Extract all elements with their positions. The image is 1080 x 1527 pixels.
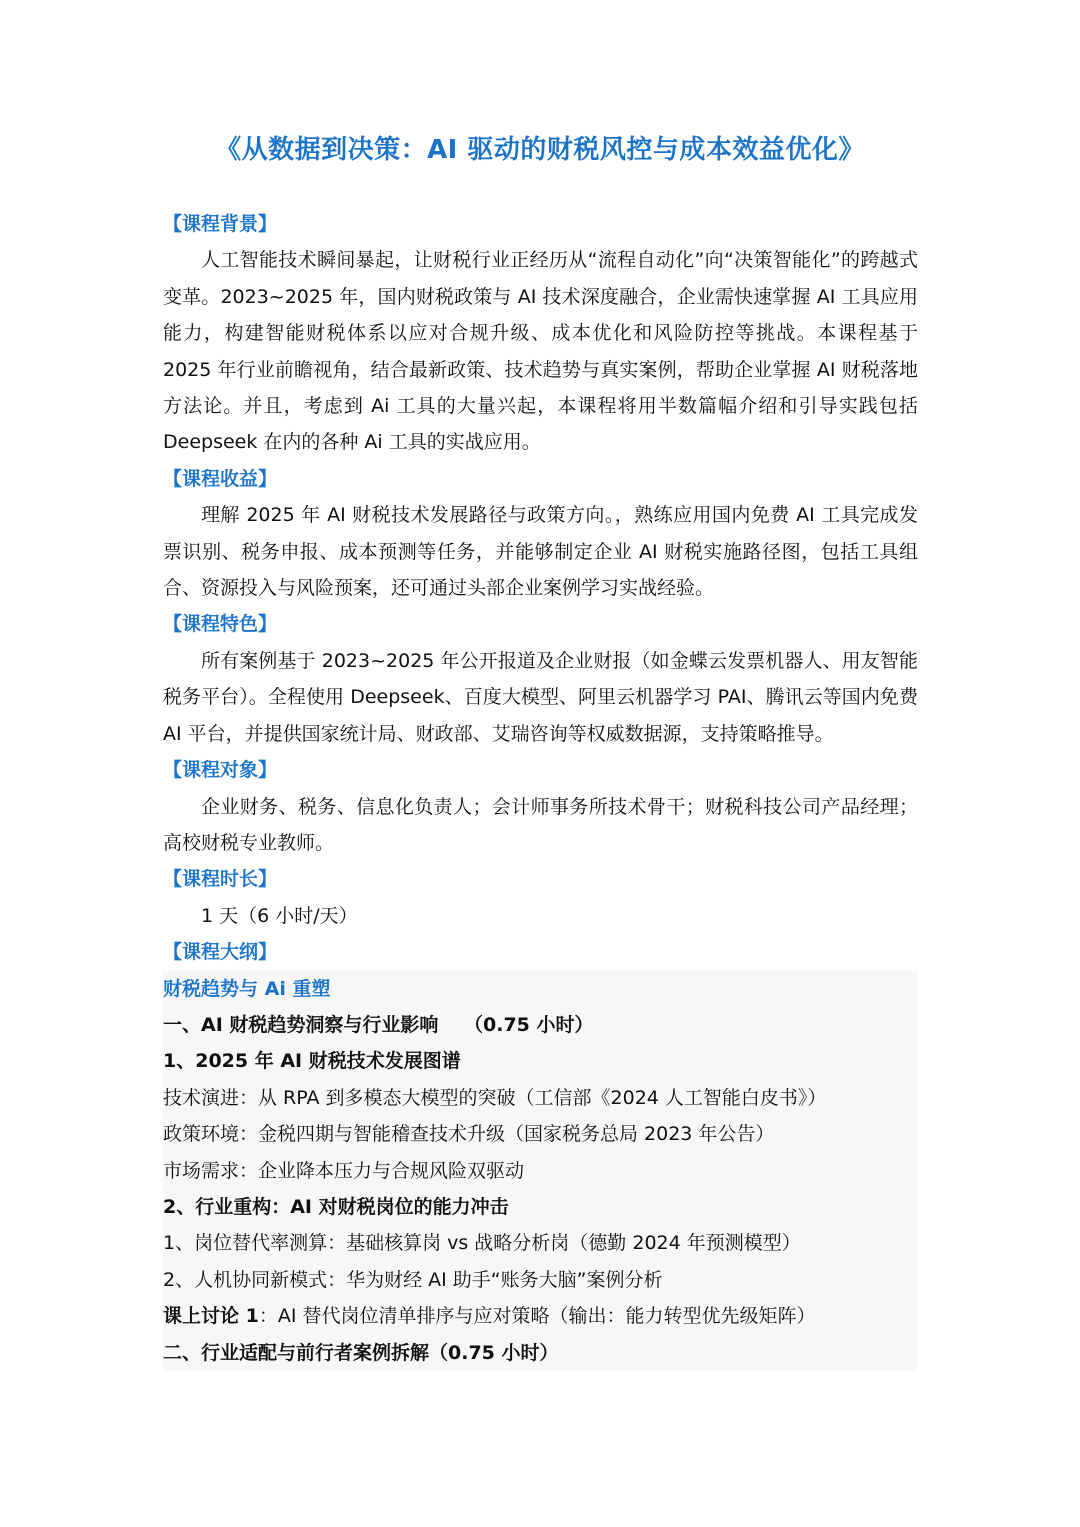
discussion-text: ：AI 替代岗位清单排序与应对策略（输出：能力转型优先级矩阵）	[258, 1305, 816, 1328]
heading-features: 【课程特色】	[163, 613, 278, 636]
heading-audience: 【课程对象】	[163, 759, 278, 782]
benefits-paragraph: 理解 2025 年 AI 财税技术发展路径与政策方向。，熟练应用国内免费 AI 工具完成发票识别、税务申报、成本预测等任务，并能够制定企业 AI 财税实施路径图，包括工具组合、资源投入与风险预案，还可通过头部企业案例学习实战经验。	[163, 504, 918, 600]
document-body	[163, 206, 918, 1371]
outline-part1-title: 一、AI 财税趋势洞察与行业影响 （0.75 小时）	[163, 1013, 594, 1036]
features-paragraph: 所有案例基于 2023~2025 年公开报道及企业财报（如金蝶云发票机器人、用友智能税务平台）。全程使用 Deepseek、百度大模型、阿里云机器学习 PAI、腾讯云等国内免费 AI 平台，并提供国家统计局、财政部、艾瑞咨询等权威数据源，支持策略推导。	[163, 649, 918, 745]
outline-block	[163, 971, 918, 1371]
outline-module-title: 财税趋势与 Ai 重塑	[163, 977, 331, 1000]
duration-paragraph: 1 天（6 小时/天）	[201, 904, 358, 927]
background-paragraph: 人工智能技术瞬间暴起，让财税行业正经历从“流程自动化”向“决策智能化”的跨越式变革。2023~2025 年，国内财税政策与 AI 技术深度融合，企业需快速掌握 AI 工具应用能力，构建智能财税体系以应对合规升级、成本优化和风险防控等挑战。本课程基于 2025 年行业前瞻视角，结合最新政策、技术趋势与真实案例，帮助企业掌握 AI 财税落地方法论。并且，考虑到 Ai 工具的大量兴起，本课程将用半数篇幅介绍和引导实践包括 Deepseek 在内的各种 Ai 工具的实战应用。	[163, 249, 918, 454]
outline-point2-title: 2、行业重构：AI 对财税岗位的能力冲击	[163, 1195, 509, 1218]
heading-outline: 【课程大纲】	[163, 941, 278, 964]
outline-discussion	[163, 1298, 918, 1334]
outline-point1-item: 市场需求：企业降本压力与合规风险双驱动	[163, 1159, 525, 1182]
heading-benefits: 【课程收益】	[163, 467, 278, 490]
outline-point1-title: 1、2025 年 AI 财税技术发展图谱	[163, 1050, 461, 1073]
heading-duration: 【课程时长】	[163, 868, 278, 891]
outline-point2-item: 2、人机协同新模式：华为财经 AI 助手“账务大脑”案例分析	[163, 1268, 663, 1291]
discussion-label: 课上讨论 1	[163, 1305, 259, 1328]
audience-paragraph: 企业财务、税务、信息化负责人；会计师事务所技术骨干；财税科技公司产品经理；高校财税专业教师。	[163, 795, 918, 854]
heading-background: 【课程背景】	[163, 213, 278, 235]
outline-point1-item: 技术演进：从 RPA 到多模态大模型的突破（工信部《2024 人工智能白皮书》）	[163, 1086, 827, 1109]
outline-point2-item: 1、岗位替代率测算：基础核算岗 vs 战略分析岗（德勤 2024 年预测模型）	[163, 1232, 801, 1255]
outline-part2-title: 二、行业适配与前行者案例拆解（0.75 小时）	[163, 1341, 559, 1364]
document-title: 《从数据到决策：AI 驱动的财税风控与成本效益优化》	[215, 135, 865, 165]
outline-point1-item: 政策环境：金税四期与智能稽查技术升级（国家税务总局 2023 年公告）	[163, 1123, 775, 1146]
